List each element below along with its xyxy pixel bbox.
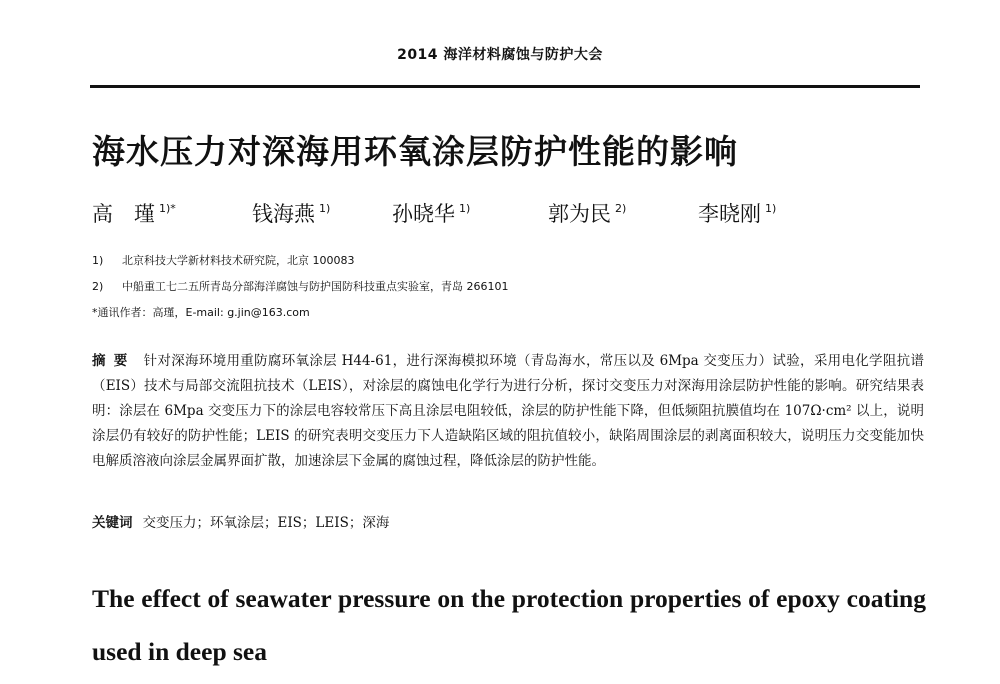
- affiliation-number: 2): [92, 280, 104, 293]
- author-affil-mark: 1): [459, 202, 471, 215]
- author-4: [548, 198, 626, 228]
- abstract: [92, 349, 924, 474]
- keywords-label: 关键词: [92, 515, 133, 531]
- author-name: 钱海燕: [252, 202, 315, 226]
- author-list: [92, 198, 932, 228]
- abstract-label: 摘要: [92, 353, 136, 369]
- header-rule: [90, 85, 920, 88]
- author-affil-mark: 1)*: [159, 202, 176, 215]
- affiliation-text: 中船重工七二五所青岛分部海洋腐蚀与防护国防科技重点实验室，青岛 266101: [122, 280, 509, 293]
- affiliation-text: 北京科技大学新材料技术研究院，北京 100083: [122, 254, 355, 267]
- author-1: [92, 198, 176, 228]
- author-affil-mark: 2): [615, 202, 627, 215]
- author-2: [252, 198, 330, 228]
- keywords: [92, 511, 389, 536]
- author-3: [392, 198, 470, 228]
- affiliations: [92, 248, 509, 326]
- paper-title: 海水压力对深海用环氧涂层防护性能的影响: [92, 132, 738, 171]
- author-affil-mark: 1): [319, 202, 331, 215]
- corresponding-author: *通讯作者：高瑾，E-mail: g.jin@163.com: [92, 306, 310, 319]
- conference-header: 2014 海洋材料腐蚀与防护大会: [397, 47, 603, 63]
- author-name: 孙晓华: [392, 202, 455, 226]
- keywords-text: 交变压力；环氧涂层；EIS；LEIS；深海: [142, 515, 390, 531]
- english-title: The effect of seawater pressure on the protection properties of epoxy coating used in deep sea: [92, 584, 926, 666]
- abstract-text: 针对深海环境用重防腐环氧涂层 H44-61，进行深海模拟环境（青岛海水，常压以及 6Mpa 交变压力）试验，采用电化学阻抗谱（EIS）技术与局部交流阻抗技术（LEIS），对涂层的腐蚀电化学行为进行分析，探讨交变压力对深海用涂层防护性能的影响。研究结果表明：涂层在 6Mpa 交变压力下的涂层电容较常压下高且涂层电阻较低，涂层的防护性能下降，但低频阻抗膜值均在 107Ω·cm² 以上，说明涂层仍有较好的防护性能；LEIS 的研究表明交变压力下人造缺陷区域的阻抗值较小，缺陷周围涂层的剥离面积较大，说明压力交变能加快电解质溶液向涂层金属界面扩散，加速涂层下金属的腐蚀过程，降低涂层的防护性能。: [92, 353, 924, 469]
- affiliation-1: [92, 248, 509, 274]
- author-5: [698, 198, 776, 228]
- author-name: 李晓刚: [698, 202, 761, 226]
- author-name: 郭为民: [548, 202, 611, 226]
- author-name: 高 瑾: [92, 202, 155, 226]
- affiliation-2: [92, 274, 509, 300]
- author-affil-mark: 1): [765, 202, 777, 215]
- affiliation-number: 1): [92, 254, 104, 267]
